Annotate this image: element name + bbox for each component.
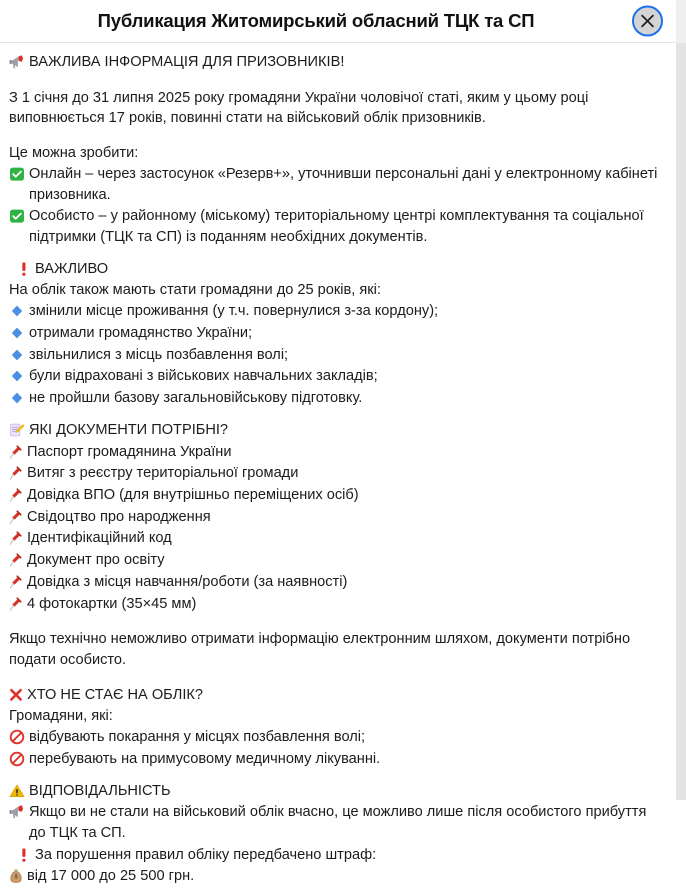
important-bullet	[9, 345, 666, 366]
liability-heading-row	[9, 781, 666, 802]
pushpin-icon	[9, 487, 23, 503]
document-item-text: Документ про освіту	[27, 552, 165, 569]
intro-paragraph: З 1 січня до 31 липня 2025 року громадяни України чоловічої статі, яким у цьому році виповнюється 17 років, повинні стати на військовий облік призовників.	[9, 89, 589, 127]
exclusion-item-text: перебувають на примусовому медичному лікуванні.	[29, 750, 381, 767]
exclusions-heading: ХТО НЕ СТАЄ НА ОБЛІК?	[27, 686, 203, 703]
pushpin-icon	[9, 552, 23, 568]
close-icon	[641, 15, 654, 28]
modal-header	[0, 0, 676, 43]
exclusions-heading-row	[9, 685, 666, 706]
important-bullet	[9, 388, 666, 409]
pushpin-icon	[9, 509, 23, 525]
documents-note: Якщо технічно неможливо отримати інформацію електронним шляхом, документи потрібно подати особисто.	[9, 631, 631, 668]
documents-heading: ЯКІ ДОКУМЕНТИ ПОТРІБНІ?	[29, 421, 229, 438]
money-bag-icon	[9, 868, 23, 884]
important-bullet-text: отримали громадянство України;	[29, 324, 253, 341]
blue-diamond-icon	[9, 347, 25, 363]
document-item-text: 4 фотокартки (35×45 мм)	[27, 595, 197, 612]
howto-item-text: Особисто – у районному (міському) територіальному центрі комплектування та соціальної підтримки (ТЦК та СП) із поданням необхідних документів.	[29, 208, 644, 246]
pushpin-icon	[9, 465, 23, 481]
close-button[interactable]	[632, 6, 663, 37]
document-item-text: Витяг з реєстру територіальної громади	[27, 465, 299, 482]
blue-diamond-icon	[9, 325, 25, 341]
megaphone-icon	[9, 804, 25, 820]
fine-amount: від 17 000 до 25 500 грн.	[27, 868, 195, 885]
important-heading: ВАЖЛИВО	[35, 260, 109, 277]
howto-item	[9, 164, 666, 205]
fine-amount-row	[9, 866, 666, 887]
documents-heading-row	[9, 420, 666, 441]
document-item	[9, 442, 666, 463]
important-bullet-text: були відраховані з військових навчальних закладів;	[29, 368, 378, 385]
pushpin-icon	[9, 444, 23, 460]
important-bullet-text: не пройшли базову загальновійськову підготовку.	[29, 390, 363, 407]
liability-heading: ВІДПОВІДАЛЬНІСТЬ	[29, 782, 171, 799]
important-heading-row	[9, 259, 666, 280]
document-item	[9, 507, 666, 528]
page-title: Публикация Житомирський обласний ТЦК та СП	[97, 10, 535, 31]
important-bullet-text: змінили місце проживання (у т.ч. повернулися з-за кордону);	[29, 303, 439, 320]
document-item-text: Довідка ВПО (для внутрішньо переміщених осіб)	[27, 486, 359, 503]
blue-diamond-icon	[9, 303, 25, 319]
modal-right-gutter	[676, 0, 686, 800]
headline-row	[9, 52, 666, 73]
howto-item-text: Онлайн – через застосунок «Резерв+», уточнивши персональні дані у електронному кабінеті призовника.	[29, 165, 658, 203]
document-item	[9, 594, 666, 615]
important-bullet	[9, 323, 666, 344]
cross-mark-icon	[9, 687, 23, 703]
warning-icon	[9, 783, 25, 799]
exclamation-mark-icon	[17, 261, 31, 277]
document-item-text: Ідентифікаційний код	[27, 530, 172, 547]
memo-icon	[9, 422, 25, 438]
exclusions-lead: Громадяни, які:	[9, 708, 113, 725]
important-bullet	[9, 366, 666, 387]
exclusion-item	[9, 749, 666, 770]
pushpin-icon	[9, 596, 23, 612]
document-item	[9, 528, 666, 549]
document-item-text: Довідка з місця навчання/роботи (за наявності)	[27, 573, 348, 590]
check-mark-button-icon	[9, 166, 25, 182]
howto-label: Це можна зробити:	[9, 145, 139, 162]
fine-label: За порушення правил обліку передбачено штраф:	[35, 846, 377, 863]
exclamation-mark-icon	[17, 847, 31, 863]
pushpin-icon	[9, 574, 23, 590]
check-mark-button-icon	[9, 208, 25, 224]
modal-body	[0, 43, 676, 892]
document-item-text: Паспорт громадянина України	[27, 443, 232, 460]
liability-note-row	[9, 802, 666, 843]
document-item	[9, 550, 666, 571]
pushpin-icon	[9, 530, 23, 546]
document-item	[9, 463, 666, 484]
megaphone-icon	[9, 54, 25, 70]
important-bullet-text: звільнилися з місць позбавлення волі;	[29, 346, 289, 363]
exclusion-item-text: відбувають покарання у місцях позбавлення волі;	[29, 729, 366, 746]
howto-item	[9, 206, 666, 247]
blue-diamond-icon	[9, 368, 25, 384]
liability-note: Якщо ви не стали на військовий облік вчасно, це можливо лише після особистого прибуття до ТЦК та СП.	[29, 804, 647, 841]
prohibited-icon	[9, 729, 25, 745]
exclusion-item	[9, 727, 666, 748]
document-item-text: Свідоцтво про народження	[27, 508, 211, 525]
important-bullet	[9, 301, 666, 322]
document-item	[9, 485, 666, 506]
headline-text: ВАЖЛИВА ІНФОРМАЦІЯ ДЛЯ ПРИЗОВНИКІВ!	[29, 54, 345, 70]
blue-diamond-icon	[9, 390, 25, 406]
modal-right-gutter-top	[676, 0, 686, 43]
fine-label-row	[9, 845, 666, 866]
prohibited-icon	[9, 751, 25, 767]
important-lead: На облік також мають стати громадяни до 25 років, які:	[9, 282, 381, 299]
document-item	[9, 572, 666, 593]
